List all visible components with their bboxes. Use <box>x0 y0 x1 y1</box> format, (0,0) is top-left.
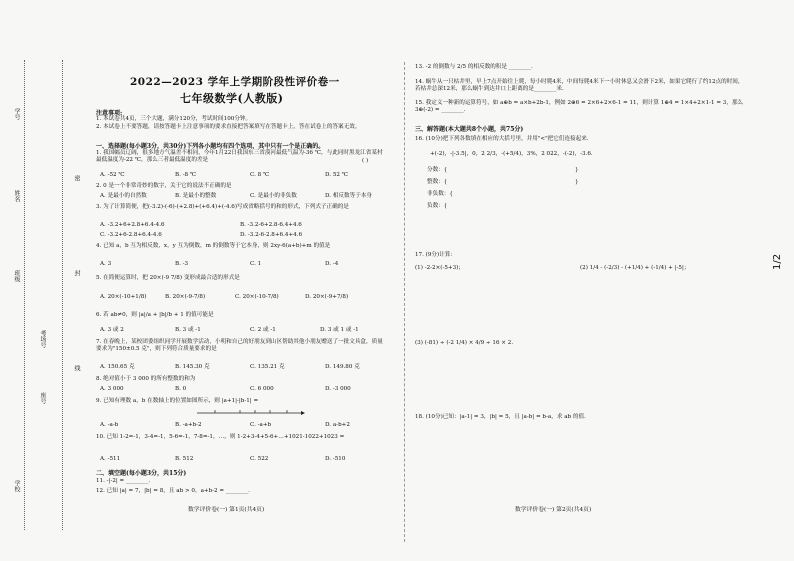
question-3: 3. 为了计算简便，把(-3.2)-(-6)-(+2.8)+(+6.4)+(-4.6)写成省略括号的和的形式，下列式子正确的是 <box>96 204 349 210</box>
right-footer: 数学评价卷(一) 第2页(共4页) <box>515 507 592 513</box>
question-16-numbers: +(-2)，-|-3.5|，0，2 2/3，-(+5/4)，3%，2 022，-(-2)，-3.6. <box>430 151 593 157</box>
exam-title: 2022—2023 学年上学期阶段性评价卷一 <box>130 76 340 88</box>
q2-option-b: B. 是最小的整数 <box>175 193 217 199</box>
left-footer: 数学评价卷(一) 第1页(共4页) <box>188 507 265 513</box>
question-4: 4. 已知 a，b 互为相反数，x，y 互为倒数，m 的倒数等于它本身，则 2xy-6(a+b)+m 的值是 <box>96 243 331 249</box>
q6-option-b: B. 3 或 -1 <box>175 327 201 333</box>
q8-option-d: D. -3 000 <box>325 386 351 392</box>
question-17-part2: (2) 1/4 - (-2/3) - (+1/4) + (-1/4) + |-5|； <box>580 265 690 271</box>
question-17-part3: (3) (-81) ÷ (-2 1/4) × 4/9 ÷ 16 × 2. <box>415 340 514 346</box>
number-line-figure <box>195 406 305 420</box>
q2-option-c: C. 是最小的非负数 <box>250 193 297 199</box>
question-1-paren: ( ) <box>362 158 369 164</box>
q8-option-b: B. 0 <box>175 386 187 392</box>
question-18: 18. (10分)已知：|a-1| = 3，|b| = 5，且 |a-b| = b-a，求 ab 的值. <box>415 414 586 420</box>
question-1: 1. 我国幅员辽阔，很多地方气温差不相同，今年1月22日我国东三省漠河最低气温为-36 ℃，与此同时黑龙江省某村最低温度为-22 ℃，那么三者最低温度的差是 <box>96 150 383 163</box>
q3-option-a: A. -3.2+6+2.8+6.4-4.6 <box>100 222 165 228</box>
q4-option-d: D. -4 <box>325 261 339 267</box>
seal-line <box>62 60 63 530</box>
q4-option-a: A. 3 <box>100 261 112 267</box>
sidebar-field-3: 班级 <box>13 270 20 282</box>
sidebar-field-2: 姓名 <box>13 190 20 202</box>
q5-option-c: C. 20×(-10-7/8) <box>235 294 279 300</box>
question-13: 13. -2 的倒数与 2/5 的相反数的积是 ________. <box>415 64 533 70</box>
q9-option-a: A. -a-b <box>100 422 119 428</box>
section-choice: 一、选择题(每小题3分，共30分)下列各小题均有四个选项，其中只有一个是正确的。 <box>96 143 325 150</box>
exam-subtitle: 七年级数学(人教版) <box>180 92 284 105</box>
q1-option-d: D. 52 ℃ <box>325 172 348 178</box>
q5-option-a: A. 20×(-10+1/8) <box>100 294 147 300</box>
question-16: 16. (10分)把下列各数填在相应的大括号里，并用"<"把它们连接起来. <box>415 136 589 142</box>
q2-option-a: A. 是最小的自然数 <box>100 193 147 199</box>
q3-option-d: D. -3.2-6-2.8+6.4+4.6 <box>240 232 303 238</box>
q7-option-d: D. 149.80 克 <box>325 364 360 370</box>
question-6: 6. 若 ab≠0，则 |a|/a + |b|/b + 1 的值可能是 <box>96 312 214 318</box>
question-7: 7. 在春晚上，某校团委组织同学开展数学活动，小明和自己的好朋友到山区帮助其他小朋友赠送了一批文具盒，质量要求为"150±0.5 克"，则下列符合质量要求的是 <box>96 339 383 352</box>
notice-heading: 注意事项: <box>96 110 123 117</box>
q1-option-b: B. -8 ℃ <box>175 172 197 178</box>
q10-option-c: C. 522 <box>250 456 269 462</box>
q5-option-b: B. 20×(-9-7/8) <box>165 294 206 300</box>
q4-option-b: B. -3 <box>175 261 189 267</box>
q2-option-d: D. 相反数等于本身 <box>325 193 372 199</box>
question-14: 14. 蜗牛从一只枯井里，早上7点开始往上爬，每小时爬4米，中间每爬4米下一小时休息又会滑下2米，如果它爬行了约12点的时间，若枯井总深12米，那么蜗牛到达井口上距离的是________米. <box>415 79 744 92</box>
question-8: 8. 绝对值小于 3 000 的所有整数的和为 <box>96 376 196 382</box>
set-negative: 负数：{ <box>427 203 448 209</box>
q3-option-c: C. -3.2+6-2.8+6.4-4.6 <box>100 232 162 238</box>
question-17-part1: (1) -2-2×(-5+3)； <box>415 265 464 271</box>
q9-option-d: D. a-b+2 <box>325 422 350 428</box>
q7-option-c: C. 135.21 克 <box>250 364 285 370</box>
q1-option-c: C. 8 ℃ <box>250 172 270 178</box>
question-9: 9. 已知有理数 a，b 在数轴上的位置如图所示，则 |a+1|-|b-1| = <box>96 398 259 404</box>
set-integer-close: } <box>575 179 579 185</box>
q3-option-b: B. -3.2-6+2.8-6.4+4.6 <box>240 222 302 228</box>
section-answer: 三、解答题(本大题共8个小题，共75分) <box>415 126 524 133</box>
q4-option-c: C. 1 <box>250 261 262 267</box>
q9-option-b: B. -a+b-2 <box>175 422 202 428</box>
question-17: 17. (9分)计算： <box>415 252 456 258</box>
q8-option-a: A. 3 000 <box>100 386 124 392</box>
page-divider <box>404 62 405 542</box>
q6-option-a: A. 3 或 2 <box>100 327 124 333</box>
set-integer: 整数：{ <box>427 179 448 185</box>
notice-2: 2. 本试卷上不要答题，请按答题卡上注意事项的要求直接把答案填写在答题卡上，答在试卷上的答案无效。 <box>96 124 361 130</box>
q10-option-d: D. -510 <box>325 456 346 462</box>
question-2: 2. 0 是一个非常奇妙的数字，关于它的说法不正确的是 <box>96 183 232 189</box>
q10-option-b: B. 512 <box>175 456 194 462</box>
seal-char-1: 密 <box>73 175 80 181</box>
set-nonnegative: 非负数：{ <box>427 191 453 197</box>
q6-option-c: C. 2 或 -1 <box>250 327 276 333</box>
notice-1: 1. 本试卷共4页，三个大题，满分120分，考试时间100分钟。 <box>96 116 252 122</box>
q8-option-c: C. 6 000 <box>250 386 274 392</box>
set-fraction: 分数：{ <box>427 167 448 173</box>
sidebar-field-5: 座号 <box>39 392 46 404</box>
section-fill: 二、填空题(每小题3分，共15分) <box>96 470 187 477</box>
page-marker: 1/2 <box>772 253 783 270</box>
question-10: 10. 已知 1-2=-1，3-4=-1，5-6=-1，7-8=-1，…，则 1-2+3-4+5-6+…+1021-1022+1023 = <box>96 434 345 440</box>
seal-char-2: 封 <box>73 270 80 276</box>
question-5: 5. 在简便运算时，把 20×(-9 7/8) 变形成最合适的形式是 <box>96 275 240 281</box>
question-11: 11. -|-2| = ________. <box>96 478 151 484</box>
q9-option-c: C. -a+b <box>250 422 272 428</box>
question-15: 15. 我定义一种新的运算符号，如 a⊕b = a×b+2b-1，例如 2⊕6 = 2×6+2×6-1 = 11，则计算 1⊕4 = 1×4+2×1-1 = 3，那么 3⊕(-2) = ________. <box>415 100 744 113</box>
question-12: 12. 已知 |a| = 7，|b| = 8，且 ab > 0，a+b-2 = ________. <box>96 488 251 494</box>
seal-char-3: 线 <box>73 365 80 371</box>
q6-option-d: D. 3 或 1 或 -1 <box>320 327 359 333</box>
q7-option-a: A. 150.65 克 <box>100 364 135 370</box>
sidebar-field-1: 学号 <box>13 108 20 120</box>
set-fraction-close: } <box>575 167 579 173</box>
binding-line <box>24 60 25 530</box>
sidebar-field-6: 学校 <box>13 480 20 492</box>
q1-option-a: A. -52 ℃ <box>100 172 125 178</box>
q10-option-a: A. -511 <box>100 456 121 462</box>
q5-option-d: D. 20×(-9+7/8) <box>305 294 349 300</box>
sidebar-field-4: 考场号 <box>39 330 46 348</box>
q7-option-b: B. 145.30 克 <box>175 364 210 370</box>
